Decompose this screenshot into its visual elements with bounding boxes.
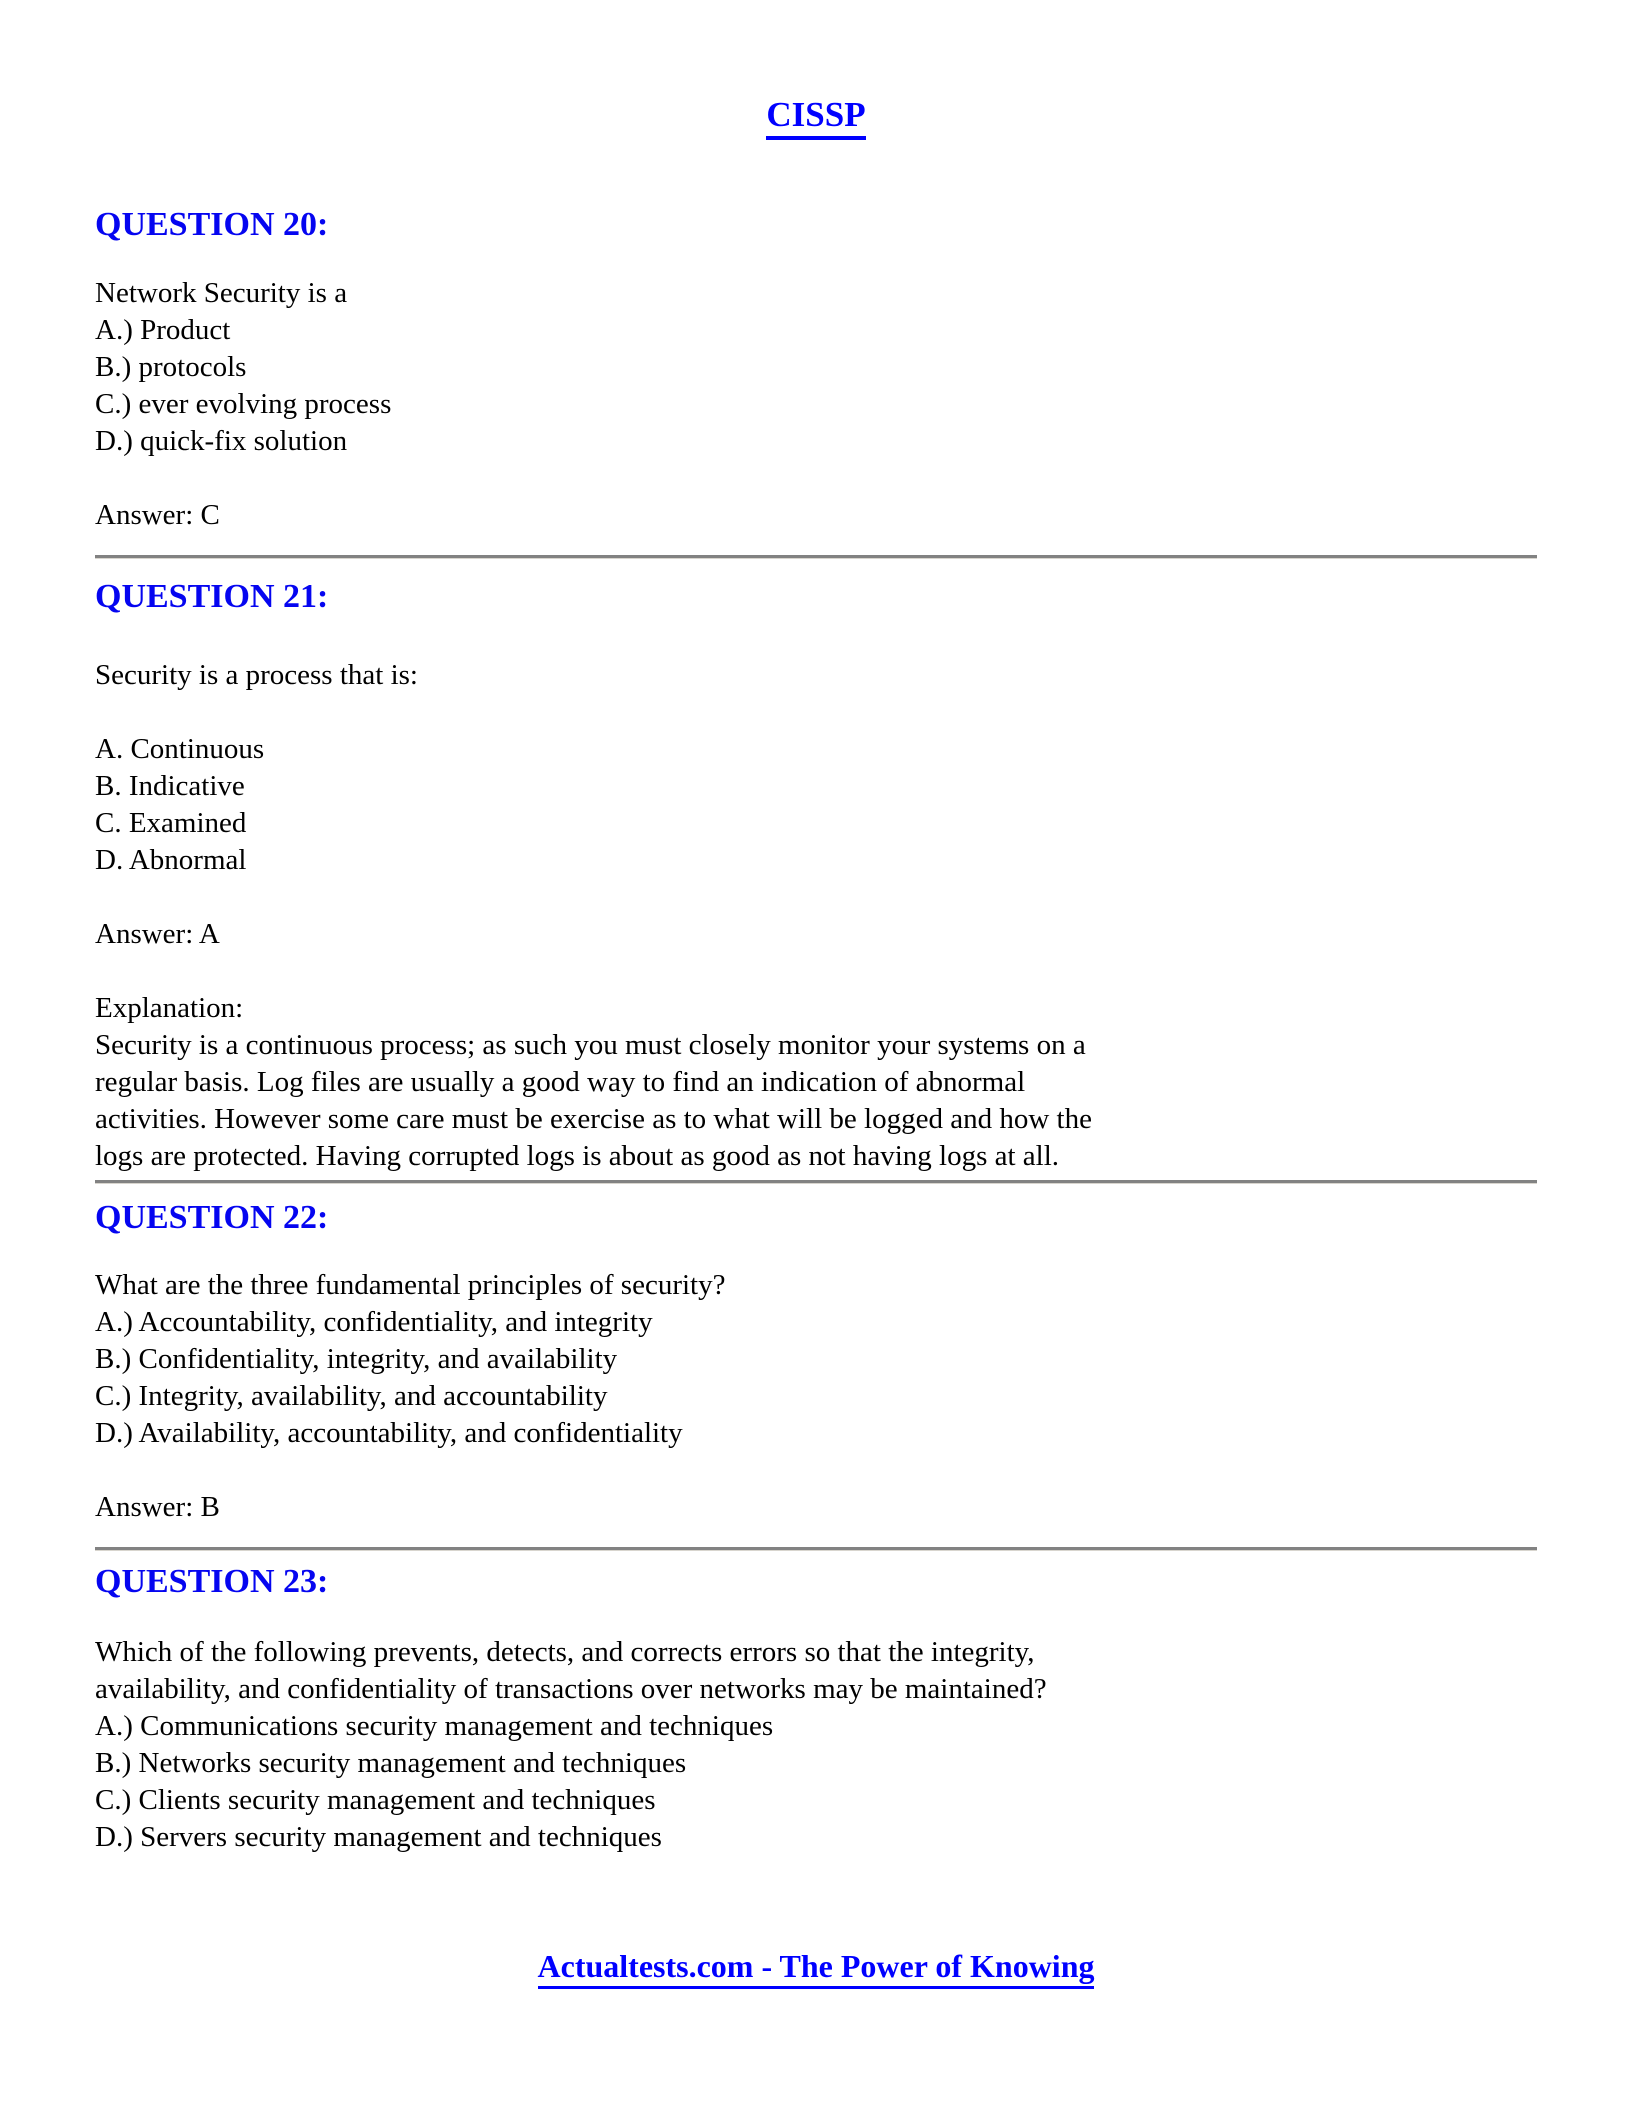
- question-21-section: [95, 578, 1537, 1175]
- question-21-heading: QUESTION 21:: [95, 578, 329, 615]
- header-cissp-link[interactable]: CISSP: [766, 95, 865, 140]
- question-21-options: [95, 731, 1537, 879]
- question-22-option-b: B.) Confidentiality, integrity, and availability: [95, 1343, 618, 1375]
- explanation-line: activities. However some care must be exercise as to what will be logged and how the: [95, 1103, 1092, 1135]
- question-23-heading: QUESTION 23:: [95, 1563, 329, 1600]
- question-21-option-d: D. Abnormal: [95, 844, 247, 876]
- section-divider: [95, 1180, 1537, 1184]
- question-21-option-a: A. Continuous: [95, 733, 265, 765]
- question-21-option-c: C. Examined: [95, 807, 247, 839]
- question-20-answer: Answer: C: [95, 499, 220, 531]
- section-divider: [95, 1547, 1537, 1551]
- question-22-heading: QUESTION 22:: [95, 1199, 329, 1236]
- question-22-option-c: C.) Integrity, availability, and accountability: [95, 1380, 608, 1412]
- explanation-line: regular basis. Log files are usually a good way to find an indication of abnormal: [95, 1066, 1026, 1098]
- question-20-option-d: D.) quick-fix solution: [95, 425, 348, 457]
- question-22-answer: Answer: B: [95, 1491, 220, 1523]
- question-20-body: [95, 275, 1537, 460]
- explanation-label: Explanation:: [95, 992, 244, 1024]
- question-22-option-a: A.) Accountability, confidentiality, and integrity: [95, 1306, 653, 1338]
- question-21-explanation: [95, 990, 1537, 1175]
- question-22-text: What are the three fundamental principles of security?: [95, 1269, 726, 1301]
- question-23-option-a: A.) Communications security management and techniques: [95, 1710, 774, 1742]
- question-23-option-b: B.) Networks security management and techniques: [95, 1747, 687, 1779]
- question-23-option-c: C.) Clients security management and techniques: [95, 1784, 656, 1816]
- question-23-text: Which of the following prevents, detects, and corrects errors so that the integrity,: [95, 1636, 1035, 1668]
- question-22-option-d: D.) Availability, accountability, and confidentiality: [95, 1417, 683, 1449]
- question-20-text: Network Security is a: [95, 277, 348, 309]
- question-21-text: Security is a process that is:: [95, 659, 418, 691]
- page-header: [95, 95, 1537, 140]
- question-21-option-b: B. Indicative: [95, 770, 245, 802]
- footer-actualtests-link[interactable]: Actualtests.com - The Power of Knowing: [538, 1947, 1095, 1989]
- page-footer: [95, 1947, 1537, 1989]
- explanation-line: logs are protected. Having corrupted logs is about as good as not having logs at all.: [95, 1140, 1060, 1172]
- question-20-option-a: A.) Product: [95, 314, 231, 346]
- question-23-text: availability, and confidentiality of transactions over networks may be maintained?: [95, 1673, 1047, 1705]
- question-20-section: [95, 206, 1537, 534]
- question-20-option-c: C.) ever evolving process: [95, 388, 392, 420]
- question-20-heading: QUESTION 20:: [95, 206, 329, 243]
- question-21-answer: Answer: A: [95, 918, 220, 950]
- question-23-section: [95, 1563, 1537, 1856]
- question-23-body: [95, 1634, 1537, 1856]
- question-23-option-d: D.) Servers security management and techniques: [95, 1821, 662, 1853]
- question-22-section: [95, 1199, 1537, 1526]
- section-divider: [95, 555, 1537, 559]
- question-20-option-b: B.) protocols: [95, 351, 247, 383]
- explanation-line: Security is a continuous process; as such you must closely monitor your systems on a: [95, 1029, 1086, 1061]
- question-22-body: [95, 1267, 1537, 1452]
